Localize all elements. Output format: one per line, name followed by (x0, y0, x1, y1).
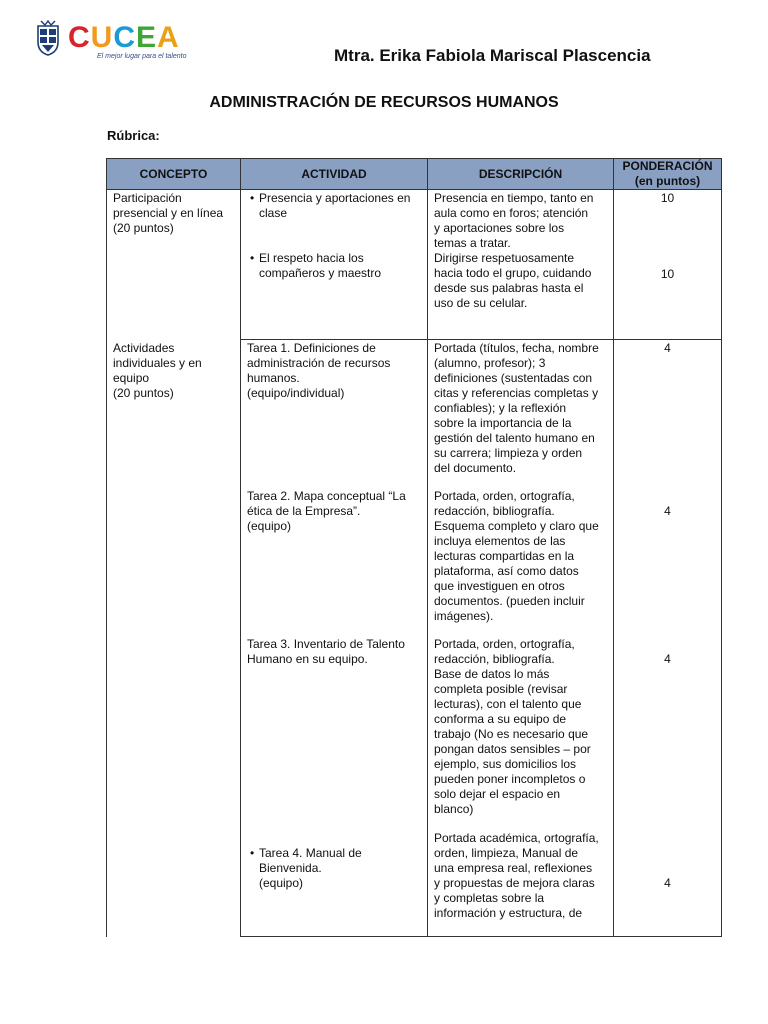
ponderacion-cell: 4 (614, 831, 722, 937)
actividad-cell: Tarea 1. Definiciones de administración de recursos humanos. (equipo/individual) (241, 340, 428, 490)
actividad-cell (241, 831, 428, 937)
udg-seal-icon (35, 20, 61, 56)
descripcion-cell: Portada académica, ortografía, orden, limpieza, Manual de una empresa real, reflexiones y propuestas de mejora claras y completas sobre la información y estructura, de (428, 831, 614, 937)
actividad-cell (241, 251, 428, 340)
concepto-cell: Actividades individuales y en equipo (20 puntos) (107, 340, 241, 937)
rubrica-label: Rúbrica: (107, 128, 160, 143)
actividad-cell (241, 190, 428, 252)
ponderacion-cell: 4 (614, 489, 722, 637)
table-row (107, 340, 722, 490)
descripcion-cell: Portada, orden, ortografía, redacción, bibliografía. Esquema completo y claro que incluya elementos de las lecturas compartidas en la plataforma, así como datos que investiguen en otros documentos. (pueden incluir imágenes). (428, 489, 614, 637)
actividad-bullet-item: • Tarea 4. Manual de Bienvenida. (equipo) (247, 846, 421, 891)
table-header-row (107, 159, 722, 190)
header-actividad: ACTIVIDAD (241, 159, 428, 190)
actividad-cell: Tarea 3. Inventario de Talento Humano en su equipo. (241, 637, 428, 831)
actividad-bullet-item: • El respeto hacia los compañeros y maestro (247, 251, 421, 281)
descripcion-cell: Dirigirse respetuosamente hacia todo el grupo, cuidando desde sus palabras hasta el uso de su celular. (428, 251, 614, 340)
author-name: Mtra. Erika Fabiola Mariscal Plascencia (334, 46, 651, 65)
descripcion-cell: Portada, orden, ortografía, redacción, bibliografía. Base de datos lo más completa posible (revisar lecturas), con el talento que conforma a su equipo de trabajo (No es necesario que pongan datos sensibles – por ejemplo, sus domicilios los pueden poner incompletos o solo dejar el espacio en blanco) (428, 637, 614, 831)
header-ponderacion: PONDERACIÓN (en puntos) (614, 159, 722, 190)
ponderacion-cell: 4 (614, 340, 722, 490)
header-concepto: CONCEPTO (107, 159, 241, 190)
descripcion-cell: Presencia en tiempo, tanto en aula como en foros; atención y aportaciones sobre los temas a tratar. (428, 190, 614, 252)
rubric-table (106, 158, 722, 937)
actividad-cell: Tarea 2. Mapa conceptual “La ética de la Empresa”. (equipo) (241, 489, 428, 637)
logo-tagline: El mejor lugar para el talento (97, 53, 187, 60)
ponderacion-cell: 10 (614, 251, 722, 340)
cucea-logo (35, 20, 195, 66)
header-descripcion: DESCRIPCIÓN (428, 159, 614, 190)
table-row (107, 190, 722, 252)
ponderacion-cell: 4 (614, 637, 722, 831)
document-title: ADMINISTRACIÓN DE RECURSOS HUMANOS (209, 94, 559, 111)
concepto-cell: Participación presencial y en línea (20 puntos) (107, 190, 241, 340)
descripcion-cell: Portada (títulos, fecha, nombre (alumno, profesor); 3 definiciones (sustentadas con citas y referencias completas y confiables); y la reflexión sobre la importancia de la gestión del talento humano en su carrera; limpieza y orden del documento. (428, 340, 614, 490)
actividad-bullet-item: • Presencia y aportaciones en clase (247, 191, 421, 221)
logo-wordmark: CUCEA (68, 21, 180, 54)
ponderacion-cell: 10 (614, 190, 722, 252)
